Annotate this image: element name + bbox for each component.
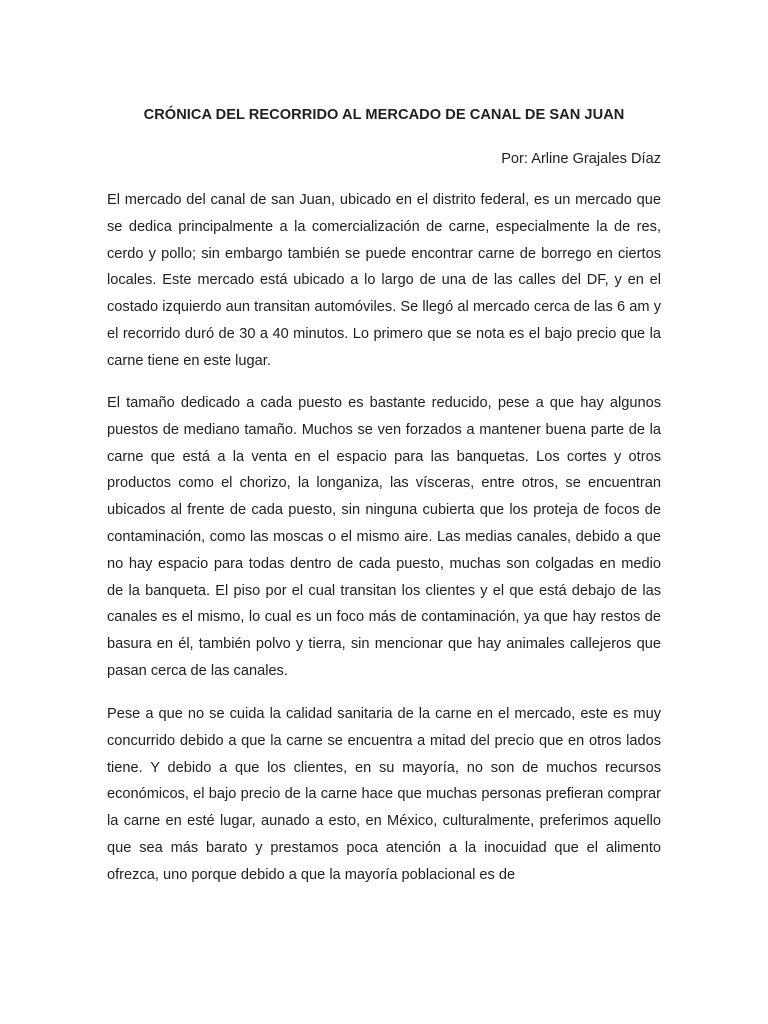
document-title: CRÓNICA DEL RECORRIDO AL MERCADO DE CANAL DE SAN JUAN — [143, 107, 625, 123]
paragraph-1: El mercado del canal de san Juan, ubicado en el distrito federal, es un mercado que se dedica principalmente a la comercialización de carne, especialmente la de res, cerdo y pollo; sin embargo también se puede encontrar carne de borrego en ciertos locales. Este mercado está ubicado a lo largo de una de las calles del DF, y en el costado izquierdo aun transitan automóviles. Se llegó al mercado cerca de las 6 am y el recorrido duró de 30 a 40 minutos. Lo primero que se nota es el bajo precio que la carne tiene en este lugar. — [107, 192, 661, 369]
paragraph-2: El tamaño dedicado a cada puesto es bastante reducido, pese a que hay algunos puestos de mediano tamaño. Muchos se ven forzados a mantener buena parte de la carne que está a la venta en el espacio para las banquetas. Los cortes y otros productos como el chorizo, la longaniza, las vísceras, entre otros, se encuentran ubicados al frente de cada puesto, sin ninguna cubierta que los proteja de focos de contaminación, como las moscas o el mismo aire. Las medias canales, debido a que no hay espacio para todas dentro de cada puesto, muchas son colgadas en medio de la banqueta. El piso por el cual transitan los clientes y el que está debajo de las canales es el mismo, lo cual es un foco más de contaminación, ya que hay restos de basura en él, también polvo y tierra, sin mencionar que hay animales callejeros que pasan cerca de las canales. — [107, 395, 661, 679]
paragraph-3: Pese a que no se cuida la calidad sanitaria de la carne en el mercado, este es muy concurrido debido a que la carne se encuentra a mitad del precio que en otros lados tiene. Y debido a que los clientes, en su mayoría, no son de muchos recursos económicos, el bajo precio de la carne hace que muchas personas prefieran comprar la carne en esté lugar, aunado a esto, en México, culturalmente, preferimos aquello que sea más barato y prestamos poca atención a la inocuidad que el alimento ofrezca, uno porque debido a que la mayoría poblacional es de — [107, 706, 661, 883]
author-line: Por: Arline Grajales Díaz — [501, 151, 661, 167]
